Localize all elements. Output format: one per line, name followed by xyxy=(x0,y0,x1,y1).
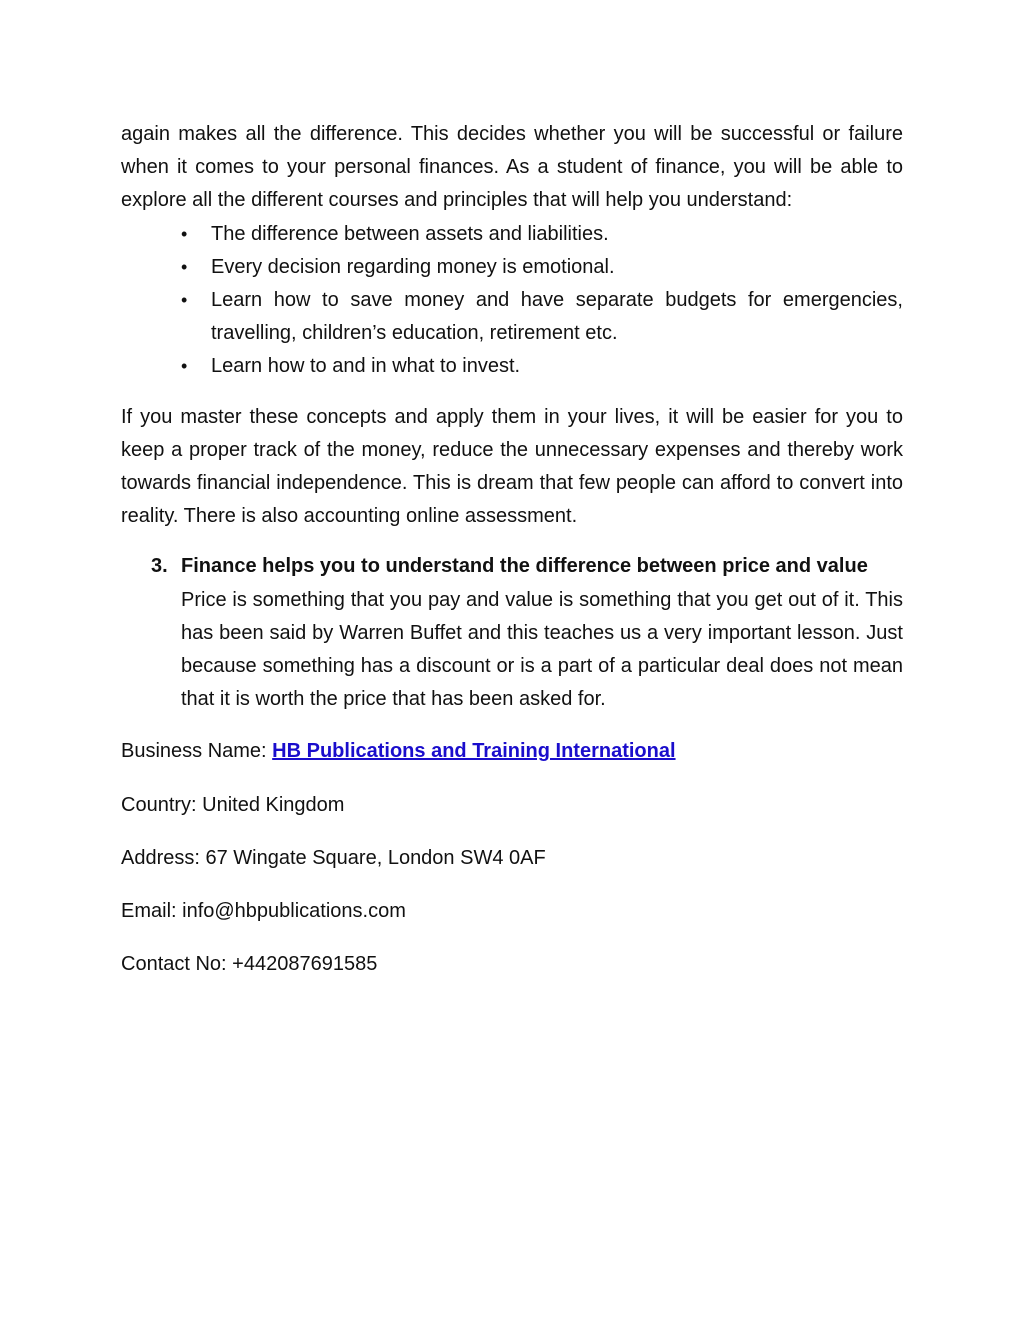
address-line: Address: 67 Wingate Square, London SW4 0AF xyxy=(121,846,546,869)
bullet-item xyxy=(181,284,903,350)
section-title: Finance helps you to understand the difference between price and value xyxy=(181,555,868,578)
bullet-text: Learn how to save money and have separate budgets for emergencies, travelling, children’s education, retirement etc. xyxy=(211,289,903,345)
business-name-label: Business Name: xyxy=(121,740,273,763)
intro-paragraph: again makes all the difference. This decides whether you will be successful or failure when it comes to your personal finances. As a student of finance, you will be able to explore all the different courses and principles that will help you understand: xyxy=(121,123,903,212)
contact-line: Contact No: +442087691585 xyxy=(121,953,378,976)
section-number: 3. xyxy=(151,555,168,578)
document-page xyxy=(121,118,903,981)
bullet-icon: • xyxy=(181,223,188,244)
email-line: Email: info@hbpublications.com xyxy=(121,900,406,923)
body-paragraph: If you master these concepts and apply them in your lives, it will be easier for you to keep a proper track of the money, reduce the unnecessary expenses and thereby work towards financial independence. This is dream that few people can afford to convert into reality. There is also accounting online assessment. xyxy=(121,405,903,528)
bullet-icon: • xyxy=(181,356,188,377)
bullet-icon: • xyxy=(181,256,188,277)
bullet-text: The difference between assets and liabilities. xyxy=(211,222,609,245)
bullet-list xyxy=(181,218,903,384)
bullet-item xyxy=(181,350,903,383)
bullet-text: Every decision regarding money is emotional. xyxy=(211,255,615,278)
business-name-line xyxy=(121,735,903,768)
section-3 xyxy=(121,550,903,716)
section-body: Price is something that you pay and value is something that you get out of it. This has been said by Warren Buffet and this teaches us a very important lesson. Just because something has a discount or is a part of a particular deal does not mean that it is worth the price that has been asked for. xyxy=(181,588,903,711)
bullet-item xyxy=(181,218,903,251)
bullet-icon: • xyxy=(181,290,188,311)
bullet-text: Learn how to and in what to invest. xyxy=(211,355,521,378)
business-name-link[interactable]: HB Publications and Training International xyxy=(272,740,676,763)
bullet-item xyxy=(181,251,903,284)
country-line: Country: United Kingdom xyxy=(121,793,345,816)
